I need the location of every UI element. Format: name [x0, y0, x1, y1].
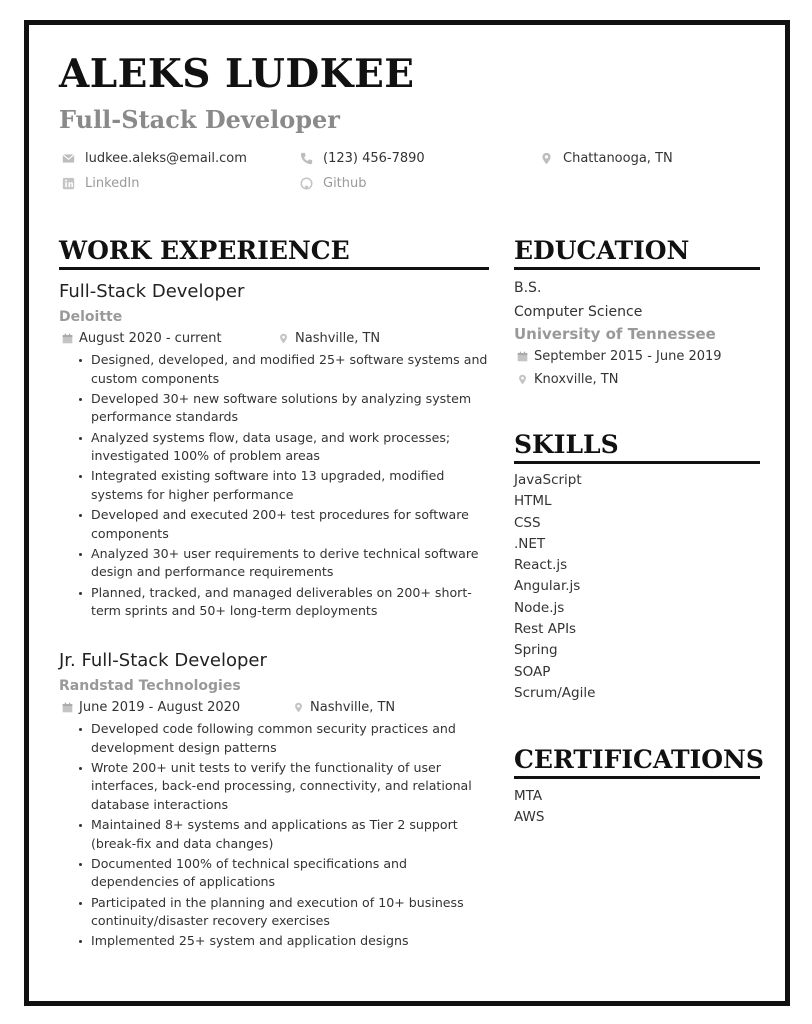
- skill-item: Rest APIs: [514, 621, 577, 638]
- github-icon: [299, 177, 313, 191]
- list-item: Wrote 200+ unit tests to verify the functionality of user interfaces, back-end processing, connectivity, and relational database interactions: [59, 759, 489, 815]
- list-item: Analyzed 30+ user requirements to derive technical software design and performance requirements: [59, 545, 489, 582]
- list-item: Developed and executed 200+ test procedures for software components: [59, 506, 489, 543]
- contact-email[interactable]: [61, 151, 247, 166]
- skill-item: Scrum/Agile: [514, 684, 596, 701]
- list-item: Developed 30+ new software solutions by analyzing system performance standards: [59, 390, 489, 427]
- skill-item: Node.js: [514, 599, 565, 616]
- skill-item: HTML: [514, 493, 552, 510]
- contact-linkedin[interactable]: [61, 176, 139, 191]
- skills-rule: [514, 461, 760, 464]
- certification-item: AWS: [514, 809, 545, 826]
- calendar-icon: [516, 351, 528, 363]
- job-bullets: [59, 351, 489, 623]
- github-text: Github: [323, 176, 367, 191]
- envelope-icon: [61, 152, 75, 166]
- job-dates: [61, 700, 240, 715]
- certifications-list: [514, 786, 544, 829]
- list-item: Maintained 8+ systems and applications as Tier 2 support (break-fix and data changes): [59, 816, 489, 853]
- education-location: [516, 372, 618, 387]
- list-item: Documented 100% of technical specifications and dependencies of applications: [59, 855, 489, 892]
- list-item: Analyzed systems flow, data usage, and work processes; investigated 100% of problem areas: [59, 429, 489, 466]
- calendar-icon: [61, 702, 73, 714]
- education-dates-text: September 2015 - June 2019: [534, 349, 722, 364]
- map-pin-icon: [277, 333, 289, 345]
- job-title: Jr. Full-Stack Developer: [59, 650, 267, 671]
- map-pin-icon: [292, 702, 304, 714]
- job-location-text: Nashville, TN: [295, 331, 381, 346]
- job-location: [292, 700, 395, 715]
- work-experience-heading: WORK EXPERIENCE: [59, 236, 350, 265]
- education-heading: EDUCATION: [514, 236, 690, 265]
- contact-github[interactable]: [299, 176, 367, 191]
- education-dates: [516, 349, 722, 364]
- field-of-study: Computer Science: [514, 304, 643, 320]
- skill-item: Angular.js: [514, 578, 581, 595]
- school-name: University of Tennessee: [514, 325, 716, 343]
- linkedin-icon: [61, 177, 75, 191]
- education-rule: [514, 267, 760, 270]
- job-location: [277, 331, 380, 346]
- job-location-text: Nashville, TN: [310, 700, 396, 715]
- map-pin-icon: [539, 152, 553, 166]
- calendar-icon: [61, 333, 73, 345]
- skills-list: [514, 470, 595, 704]
- education-location-text: Knoxville, TN: [534, 372, 619, 387]
- job-dates-text: June 2019 - August 2020: [79, 700, 241, 715]
- job-dates: [61, 331, 222, 346]
- email-text: ludkee.aleks@email.com: [85, 151, 247, 166]
- candidate-name: ALEKS LUDKEE: [59, 51, 415, 97]
- location-text: Chattanooga, TN: [563, 151, 673, 166]
- work-experience-rule: [59, 267, 489, 270]
- skill-item: CSS: [514, 514, 541, 531]
- certifications-rule: [514, 776, 760, 779]
- certifications-heading: CERTIFICATIONS: [514, 745, 764, 774]
- skill-item: JavaScript: [514, 472, 582, 488]
- company-name: Deloitte: [59, 309, 123, 325]
- list-item: Developed code following common security practices and development design patterns: [59, 720, 489, 757]
- job-title: Full-Stack Developer: [59, 281, 245, 302]
- candidate-role: Full-Stack Developer: [59, 105, 340, 134]
- phone-text: (123) 456-7890: [323, 151, 425, 166]
- skills-heading: SKILLS: [514, 430, 619, 459]
- skill-item: .NET: [514, 535, 546, 552]
- list-item: Designed, developed, and modified 25+ software systems and custom components: [59, 351, 489, 388]
- list-item: Integrated existing software into 13 upgraded, modified systems for higher performance: [59, 467, 489, 504]
- list-item: Planned, tracked, and managed deliverables on 200+ short-term sprints and 50+ long-term deployments: [59, 584, 489, 621]
- certification-item: MTA: [514, 788, 543, 804]
- contact-phone[interactable]: [299, 151, 425, 166]
- skill-item: SOAP: [514, 663, 551, 680]
- company-name: Randstad Technologies: [59, 678, 241, 694]
- degree: B.S.: [514, 280, 542, 296]
- list-item: Implemented 25+ system and application designs: [59, 932, 489, 951]
- skill-item: React.js: [514, 557, 568, 574]
- resume-page: [24, 20, 790, 1006]
- phone-icon: [299, 152, 313, 166]
- contact-location: [539, 151, 673, 166]
- list-item: Participated in the planning and execution of 10+ business continuity/disaster recovery exercises: [59, 894, 489, 931]
- job-bullets: [59, 720, 489, 953]
- skill-item: Spring: [514, 642, 558, 659]
- map-pin-icon: [516, 374, 528, 386]
- job-dates-text: August 2020 - current: [79, 331, 222, 346]
- linkedin-text: LinkedIn: [85, 176, 140, 191]
